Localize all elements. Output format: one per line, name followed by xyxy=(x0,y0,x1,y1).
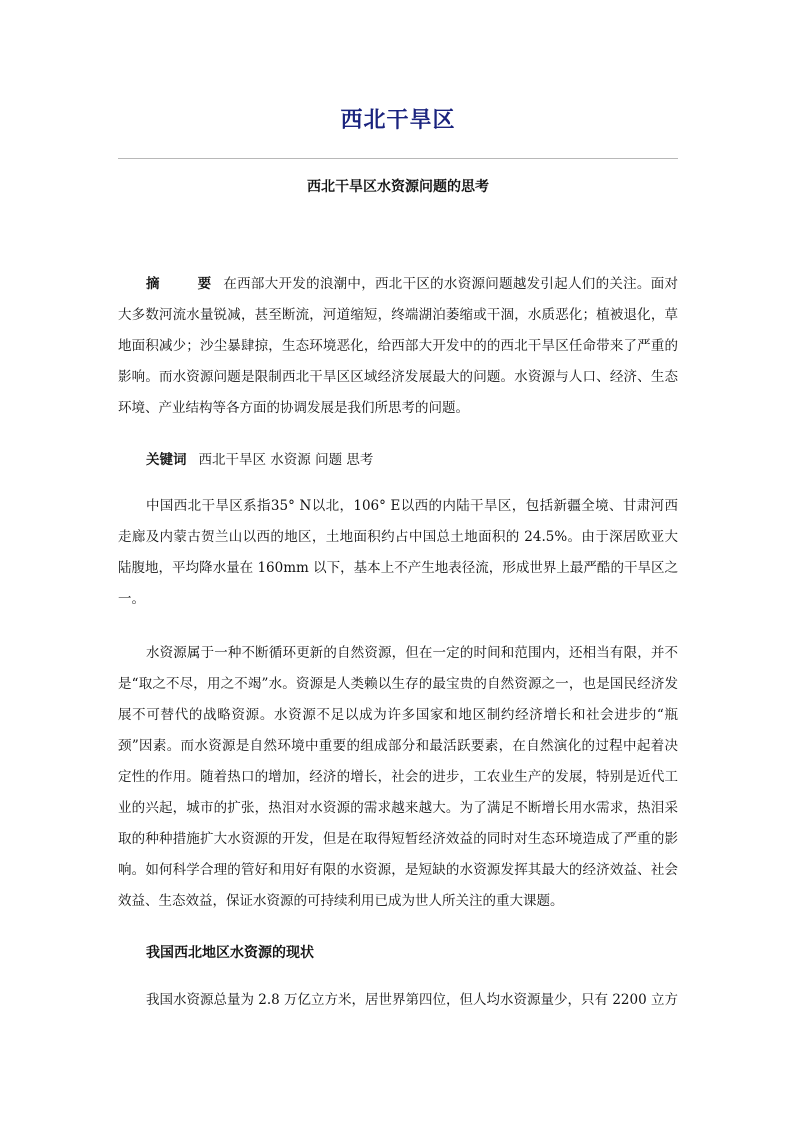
keywords-text: 西北干旱区 水资源 问题 思考 xyxy=(198,452,374,468)
document-subtitle: 西北干旱区水资源问题的思考 xyxy=(307,179,489,195)
section-heading: 我国西北地区水资源的现状 xyxy=(146,945,314,961)
abstract-paragraph xyxy=(118,269,678,424)
body-paragraph-1: 中国西北干旱区系指35° N以北，106° E以西的内陆干旱区，包括新疆全境、甘肃河西走廊及内蒙古贺兰山以西的地区，土地面积约占中国总土地面积的 24.5%。由于深居欧亚大陆腹地，平均降水量在 160mm 以下，基本上不产生地表径流，形成世界上最严酷的干旱区之一。 xyxy=(118,498,678,607)
abstract-text: 在西部大开发的浪潮中，西北干区的水资源问题越发引起人们的关注。面对大多数河流水量锐减，甚至断流，河道缩短，终端湖泊萎缩或干涸，水质恶化；植被退化，草地面积减少；沙尘暴肆掠，生态环境恶化，给西部大开发中的的西北干旱区任命带来了严重的影响。而水资源问题是限制西北干旱区区域经济发展最大的问题。水资源与人口、经济、生态环境、产业结构等各方面的协调发展是我们所思考的问题。 xyxy=(118,276,678,416)
body-paragraph-3: 我国水资源总量为 2.8 万亿立方米，居世界第四位，但人均水资源量少，只有 2200 立方 xyxy=(146,992,678,1008)
body-paragraph-2: 水资源属于一种不断循环更新的自然资源，但在一定的时间和范围内，还相当有限，并不是“取之不尽，用之不竭”水。资源是人类赖以生存的最宝贵的自然资源之一，也是国民经济发展不可替代的战略资源。水资源不足以成为许多国家和地区制约经济增长和社会进步的“瓶颈”因素。而水资源是自然环境中重要的组成部分和最活跃要素，在自然演化的过程中起着决定性的作用。随着热口的增加，经济的增长，社会的进步，工农业生产的发展，特别是近代工业的兴起，城市的扩张，热泪对水资源的需求越来越大。为了满足不断增长用水需求，热泪采取的种种措施扩大水资源的开发，但是在取得短暂经济效益的同时对生态环境造成了严重的影响。如何科学合理的管好和用好有限的水资源，是短缺的水资源发挥其最大的经济效益、社会效益、生态效益，保证水资源的可持续利用已成为世人所关注的重大课题。 xyxy=(118,645,678,909)
title-divider xyxy=(118,158,678,159)
keywords-label: 关键词 xyxy=(146,452,187,468)
document-title: 西北干旱区 xyxy=(340,107,456,133)
abstract-label: 摘 要 xyxy=(146,276,224,292)
keywords-line xyxy=(146,450,373,470)
